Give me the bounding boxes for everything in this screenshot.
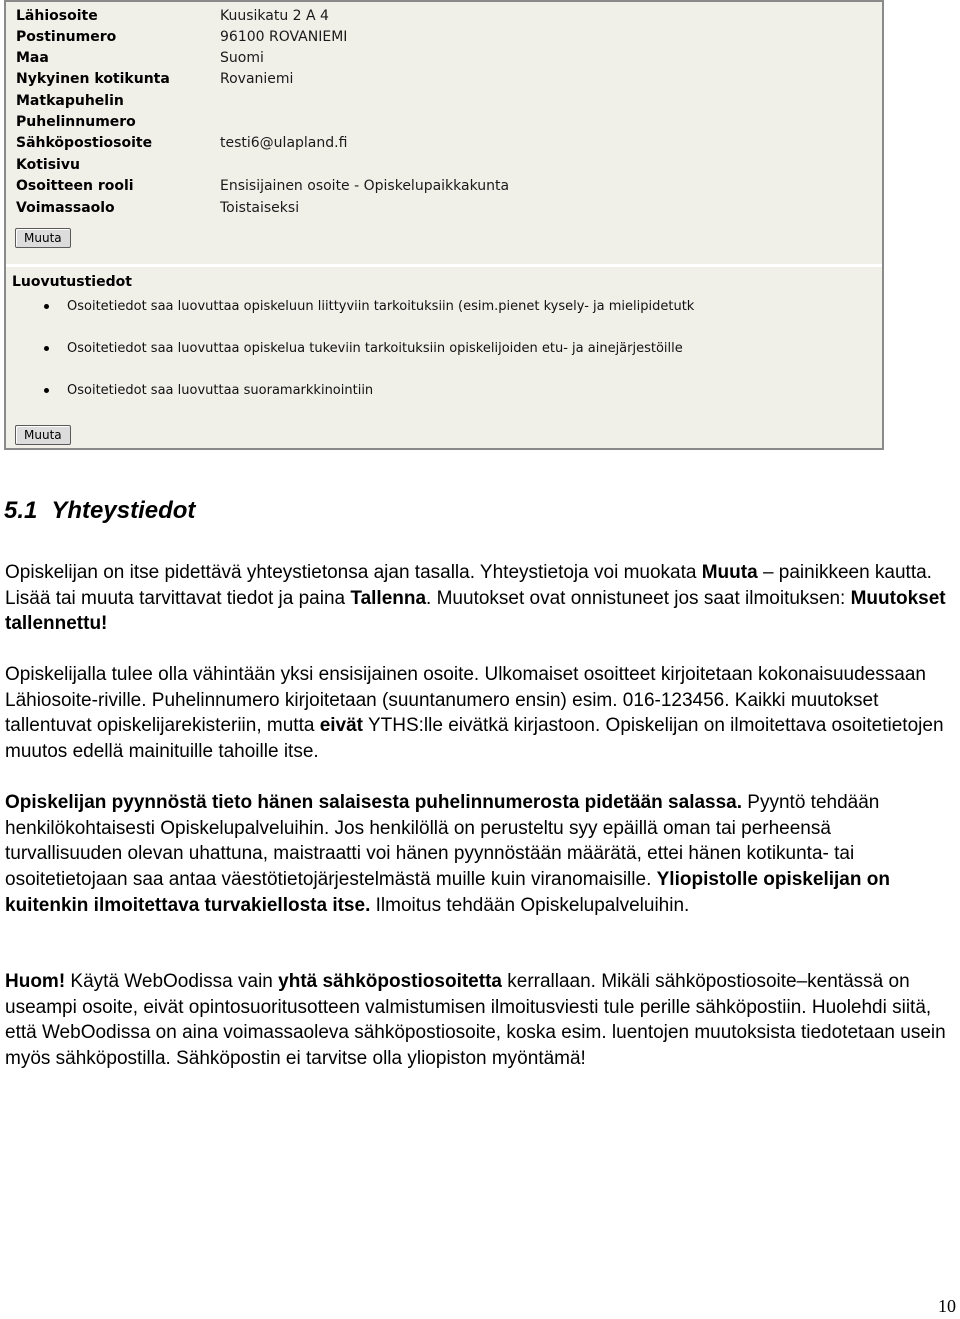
field-label: Maa [16,50,49,66]
field-label: Voimassaolo [16,200,115,216]
paragraph-text: YTHS:lle eivätkä kirjastoon. Opiskelijan on ilmoitettava osoitetietojen muutos edellä mainituille tahoille itse. [5,715,944,763]
paragraph-text: Käytä WebOodissa vain [65,971,279,992]
field-label: Kotisivu [16,157,80,173]
edit-disclosure-button[interactable]: Muuta [15,425,71,445]
paragraph-3 [5,790,953,919]
paragraph-text: Opiskelijan on itse pidettävä yhteystietonsa ajan tasalla. Yhteystietoja voi muokata [5,562,702,583]
page-number: 10 [938,1296,956,1316]
section-title: Yhteystiedot [51,497,196,524]
paragraph-text: – painikkeen kautta. Lisää tai muuta tarvittavat tiedot ja paina [5,562,932,609]
edit-contact-button[interactable]: Muuta [15,228,71,248]
paragraph-1 [5,560,953,637]
disclosure-title: Luovutustiedot [12,274,132,290]
field-label: Sähköpostiosoite [16,135,153,151]
paragraph-bold-text: Yliopistolle opiskelijan on kuitenkin ilmoitettava turvakiellosta itse. [5,869,890,916]
bullet-icon [44,346,49,351]
field-value: Ensisijainen osoite - Opiskelupaikkakunta [220,178,510,194]
field-value: Toistaiseksi [220,200,300,216]
disclosure-item-text: Osoitetiedot saa luovuttaa suoramarkkinointiin [67,383,374,398]
field-value: 96100 ROVANIEMI [220,29,348,45]
field-label: Lähiosoite [16,8,98,24]
panel-divider [6,264,882,267]
field-label: Matkapuhelin [16,93,124,109]
paragraph-bold-text: eivät [319,715,364,737]
paragraph-text: kerrallaan. Mikäli sähköpostiosoite–kentässä on useampi osoite, eivät opintosuoritusotteen valmistumisen ilmoitusviesti tule perille sähköpostiin. Huolehdi siitä, että WebOodissa on aina voimassaoleva sähköpostiosoite, koska esim. luentojen muutoksista tiedotetaan usein myös sähköpostilla. Sähköpostin ei tarvitse olla yliopiston myöntämä! [5,971,946,1070]
disclosure-item-text: Osoitetiedot saa luovuttaa opiskeluun liittyviin tarkoituksiin (esim.pienet kysely- ja mielipidetutk [67,299,695,314]
paragraph-bold-text: Opiskelijan pyynnöstä tieto hänen salaisesta puhelinnumerosta pidetään salassa. [5,792,743,813]
field-label: Osoitteen rooli [16,178,134,194]
disclosure-item [44,382,373,400]
paragraph-2 [5,662,953,765]
disclosure-item [44,340,683,358]
field-label: Postinumero [16,29,117,45]
field-value: Rovaniemi [220,71,294,87]
field-value: testi6@ulapland.fi [220,135,348,151]
paragraph-bold-text: Huom! [5,971,66,992]
section-heading [4,497,195,525]
paragraph-bold-text: Muutokset tallennettu! [5,587,946,635]
disclosure-item-text: Osoitetiedot saa luovuttaa opiskelua tukeviin tarkoituksiin opiskelijoiden etu- ja ainejärjestöille [67,341,683,356]
field-value: Kuusikatu 2 A 4 [220,8,329,24]
paragraph-text: Pyyntö tehdään henkilökohtaisesti Opiskelupalveluihin. Jos henkilöllä on perusteltu syy epäillä oman tai perheensä turvallisuuden olevan uhattuna, maistraatti voi hänen pyynnöstään määrätä, ettei hänen kotikunta- tai osoitetietojaan saa antaa väestötietojärjestelmästä muille kuin viranomaisille. [5,792,880,891]
section-number: 5.1 [4,497,38,524]
bullet-icon [44,388,49,393]
disclosure-item [44,298,694,316]
paragraph-bold-text: yhtä sähköpostiosoitetta [278,971,502,992]
field-label: Puhelinnumero [16,114,136,130]
bullet-icon [44,304,49,309]
webooodi-screenshot [4,0,884,450]
paragraph-4 [5,969,953,1072]
field-value: Suomi [220,50,264,66]
paragraph-text: Opiskelijalla tulee olla vähintään yksi ensisijainen osoite. Ulkomaiset osoitteet kirjoitetaan kokonaisuudessaan Lähiosoite-riville. Puhelinnumero kirjoitetaan (suuntanumero ensin) esim. 016-123456. Kaikki muutokset tallentuvat opiskelijarekisteriin, mutta [5,664,926,737]
field-label: Nykyinen kotikunta [16,71,170,87]
paragraph-bold-text: Tallenna [350,587,427,609]
paragraph-bold-text: Muuta [701,562,758,583]
paragraph-text: . Muutokset ovat onnistuneet jos saat ilmoituksen: [426,587,851,609]
paragraph-text: Ilmoitus tehdään Opiskelupalveluihin. [370,894,690,916]
